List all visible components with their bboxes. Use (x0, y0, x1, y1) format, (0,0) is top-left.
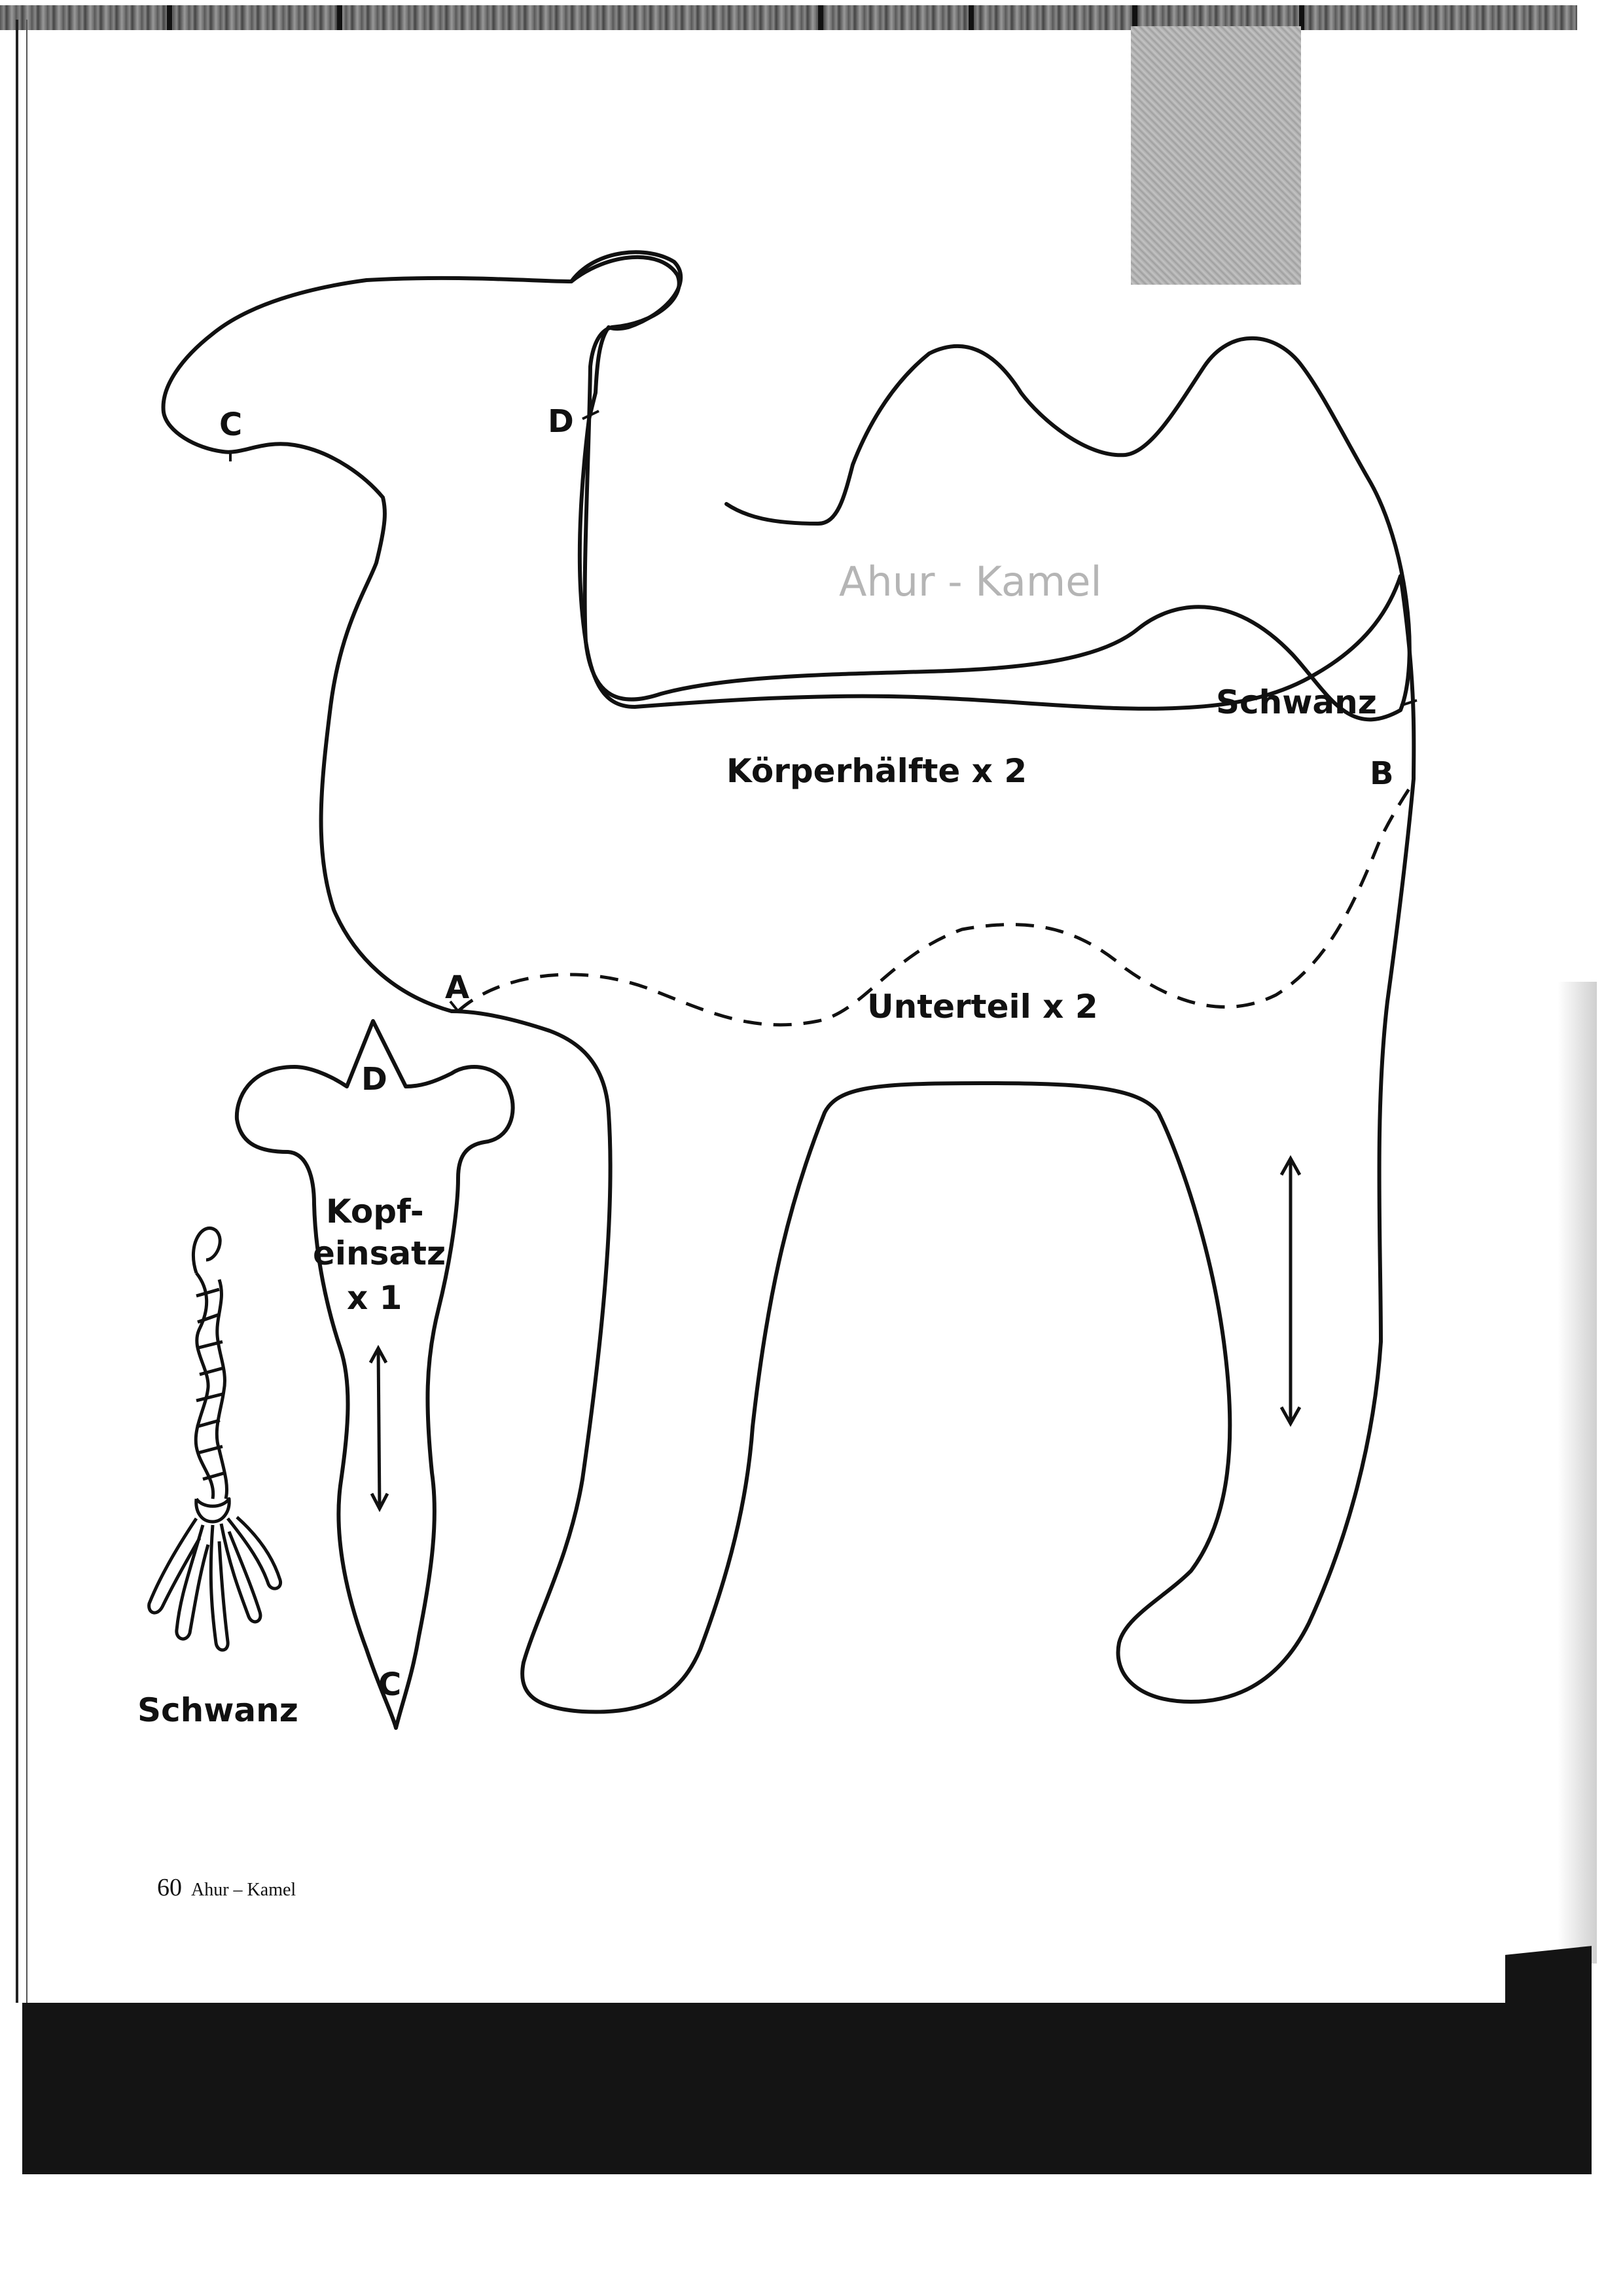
marker-c-insert: C (378, 1666, 402, 1703)
camel-body-outline (571, 257, 1410, 719)
grain-arrow-insert (370, 1348, 387, 1509)
marker-b: B (1370, 755, 1394, 792)
page-footer (157, 1873, 296, 1902)
footer-title: Ahur – Kamel (191, 1880, 296, 1900)
camel-neck-head-outline (164, 278, 571, 1011)
tail-piece-drawing (149, 1228, 281, 1650)
marker-a: A (445, 969, 470, 1006)
grain-arrow-body (1281, 1158, 1300, 1424)
page-number: 60 (157, 1874, 182, 1901)
label-body-halves: Körperhälfte x 2 (726, 752, 1027, 790)
marker-d-neck: D (548, 403, 574, 440)
marker-c-head: C (219, 406, 243, 443)
label-head-insert-3: x 1 (347, 1279, 402, 1317)
watermark-title: Ahur - Kamel (839, 558, 1102, 605)
label-head-insert-1: Kopf- (326, 1193, 424, 1230)
label-tail-marker: Schwanz (1216, 683, 1377, 721)
label-tail-piece: Schwanz (137, 1691, 298, 1729)
marker-d-insert: D (361, 1061, 387, 1098)
head-insert-outline (237, 1021, 513, 1728)
label-head-insert-2: einsatz (313, 1234, 446, 1272)
label-underside: Unterteil x 2 (867, 988, 1098, 1026)
